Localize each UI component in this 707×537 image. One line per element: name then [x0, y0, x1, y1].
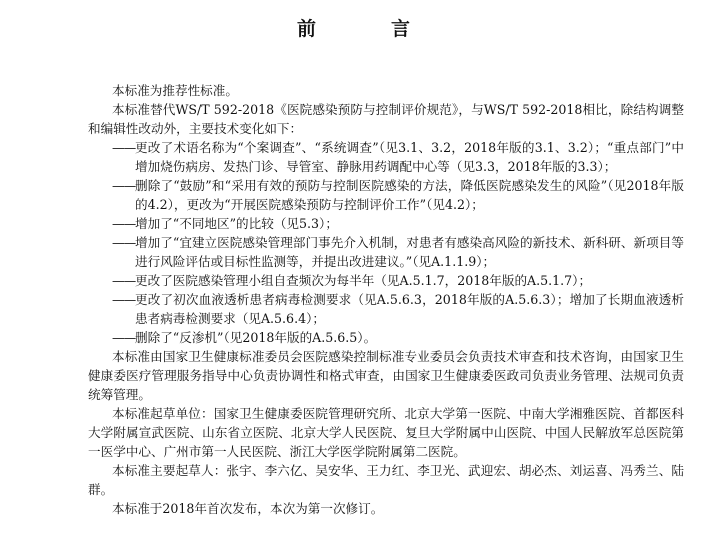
change-text: 增加了“宜建立医院感染管理部门事先介入机制，对患者有感染高风险的新技术、新科研、新项目等进行风险评估或目标性监测等，并提出改进建议。”（见A.1.1.9）； — [135, 235, 684, 269]
change-text: 更改了医院感染管理小组自查频次为每半年（见A.5.1.7，2018年版的A.5.1.7）； — [135, 273, 592, 288]
dash-marker: —— — [112, 140, 136, 155]
paragraph-replacement: 本标准替代WS/T 592-2018《医院感染预防与控制评价规范》，与WS/T 592-2018相比，除结构调整和编辑性改动外，主要技术变化如下： — [88, 102, 684, 136]
change-text: 删除了“鼓励”和“采用有效的预防与控制医院感染的方法，降低医院感染发生的风险”（见2018年版的4.2），更改为“开展医院感染预防与控制评价工作”（见4.2）； — [135, 178, 684, 212]
paragraph-review: 本标准由国家卫生健康标准委员会医院感染控制标准专业委员会负责技术审查和技术咨询，由国家卫生健康委医疗管理服务指导中心负责协调性和格式审查，由国家卫生健康委医政司负责业务管理、法规司负责统筹管理。 — [88, 349, 684, 402]
change-text: 删除了“反渗机”（见2018年版的A.5.6.5）。 — [135, 330, 377, 345]
change-text: 增加了“不同地区”的比较（见5.3）； — [135, 216, 338, 231]
paragraph-recommended: 本标准为推荐性标准。 — [112, 83, 238, 98]
change-item — [88, 176, 684, 214]
dash-marker: —— — [112, 235, 136, 250]
paragraph-drafters: 本标准主要起草人：张宇、李六亿、吴安华、王力红、李卫光、武迎宏、胡必杰、刘运喜、冯秀兰、陆群。 — [88, 463, 684, 497]
change-item — [88, 271, 684, 290]
dash-marker: —— — [112, 292, 136, 307]
dash-marker: —— — [112, 273, 136, 288]
change-item — [88, 328, 684, 347]
foreword-body — [88, 81, 684, 518]
paragraph-drafting-units: 本标准起草单位：国家卫生健康委医院管理研究所、北京大学第一医院、中南大学湘雅医院、首都医科大学附属宣武医院、山东省立医院、北京大学人民医院、复旦大学附属中山医院、中国人民解放军总医院第一医学中心、广州市第一人民医院、浙江大学医学院附属第二医院。 — [88, 406, 684, 459]
change-text: 更改了初次血液透析患者病毒检测要求（见A.5.6.3，2018年版的A.5.6.3）；增加了长期血液透析患者病毒检测要求（见A.5.6.4）； — [135, 292, 684, 326]
change-item — [88, 290, 684, 328]
dash-marker: —— — [112, 216, 136, 231]
change-text: 更改了术语名称为“个案调查”、“系统调查”（见3.1、3.2，2018年版的3.1、3.2）；“重点部门”中增加烧伤病房、发热门诊、导管室、静脉用药调配中心等（见3.3，2018年版的3.3）； — [135, 140, 684, 174]
dash-marker: —— — [112, 178, 136, 193]
page-title: 前 言 — [296, 18, 438, 40]
change-list — [88, 138, 684, 347]
paragraph-history: 本标准于2018年首次发布，本次为第一次修订。 — [112, 501, 384, 516]
change-item — [88, 214, 684, 233]
change-item — [88, 233, 684, 271]
dash-marker: —— — [112, 330, 136, 345]
change-item — [88, 138, 684, 176]
